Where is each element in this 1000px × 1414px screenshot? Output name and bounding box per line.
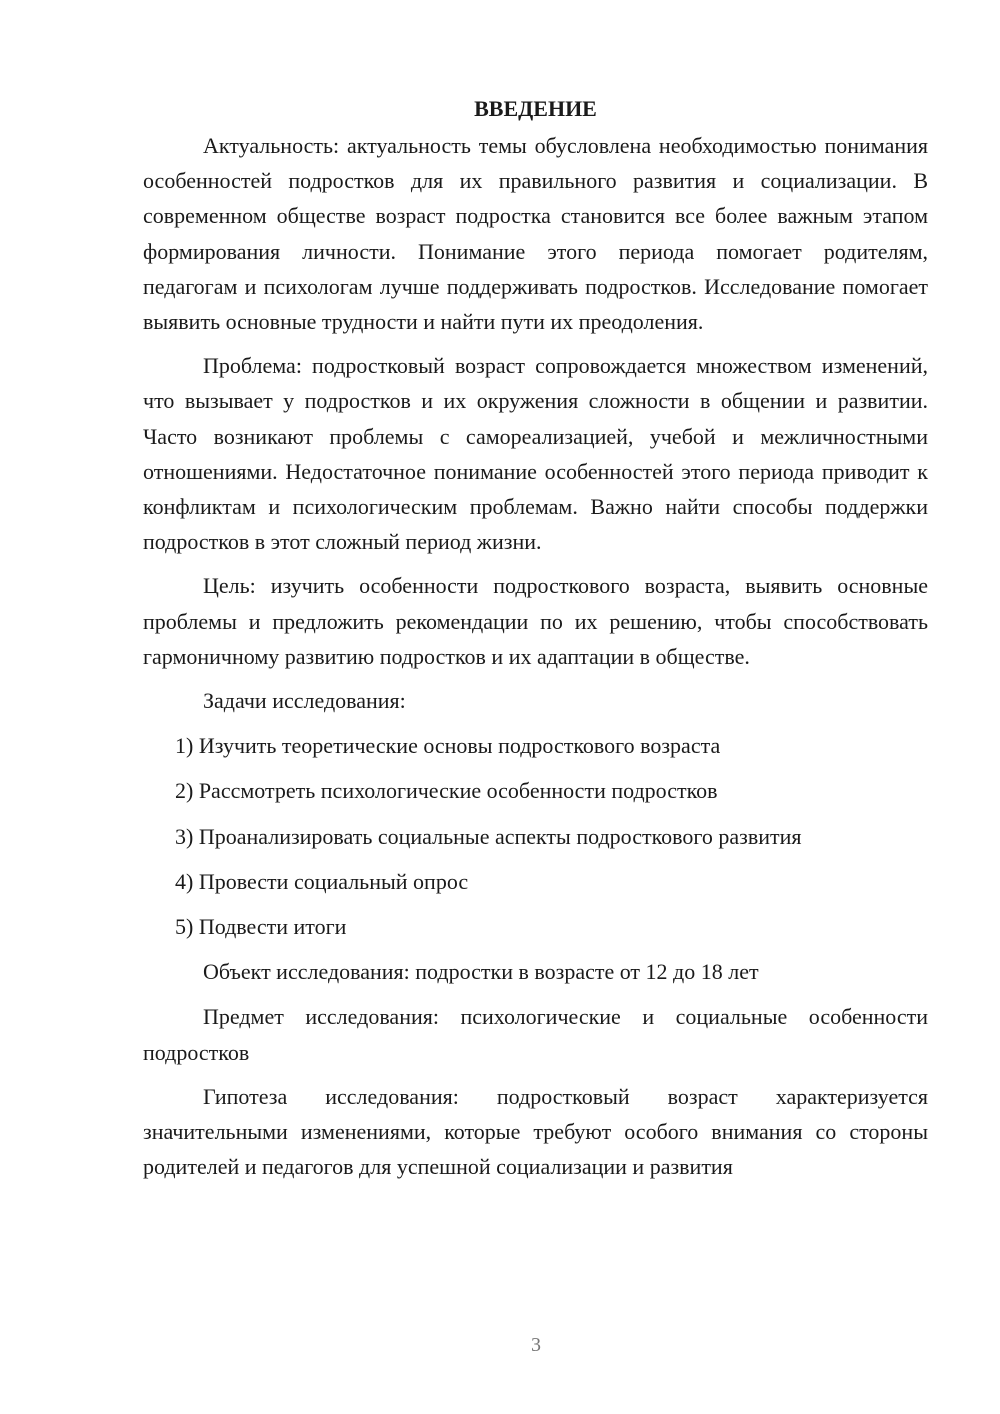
list-item: 3) Проанализировать социальные аспекты подросткового развития xyxy=(175,823,802,849)
problem-paragraph: Проблема: подростковый возраст сопровождается множеством изменений, что вызывает у подростков и их окружения сложности в общении и развитии. Часто возникают проблемы с самореализацией, учебой и межличностными отношениями. Недостаточное понимание особенностей этого периода приводит к конфликтам и психологическим проблемам. Важно найти способы поддержки подростков в этот сложный период жизни. xyxy=(143,353,928,555)
object-paragraph: Объект исследования: подростки в возрасте от 12 до 18 лет xyxy=(203,959,759,985)
list-item: 4) Провести социальный опрос xyxy=(175,868,469,894)
section-title: ВВЕДЕНИЕ xyxy=(474,96,597,121)
tasks-list xyxy=(143,728,928,944)
page-number: 3 xyxy=(531,1334,541,1356)
subject-paragraph: Предмет исследования: психологические и социальные особенности подростков xyxy=(143,1004,928,1065)
document-page xyxy=(143,92,928,1193)
relevance-paragraph: Актуальность: актуальность темы обусловлена необходимостью понимания особенностей подростков для их правильного развития и социализации. В современном обществе возраст подростка становится все более важным этапом формирования личности. Понимание этого периода помогает родителям, педагогам и психологам лучше поддерживать подростков. Исследование помогает выявить основные трудности и найти пути их преодоления. xyxy=(143,133,928,335)
list-item: 5) Подвести итоги xyxy=(175,914,347,940)
list-item: 2) Рассмотреть психологические особенности подростков xyxy=(175,778,718,804)
list-item: 1) Изучить теоретические основы подросткового возраста xyxy=(175,733,721,759)
goal-paragraph: Цель: изучить особенности подросткового возраста, выявить основные проблемы и предложить рекомендации по их решению, чтобы способствовать гармоничному развитию подростков и их адаптации в обществе. xyxy=(143,573,928,669)
hypothesis-paragraph: Гипотеза исследования: подростковый возраст характеризуется значительными изменениями, которые требуют особого внимания со стороны родителей и педагогов для успешной социализации и развития xyxy=(143,1083,928,1180)
tasks-heading: Задачи исследования: xyxy=(203,688,406,714)
